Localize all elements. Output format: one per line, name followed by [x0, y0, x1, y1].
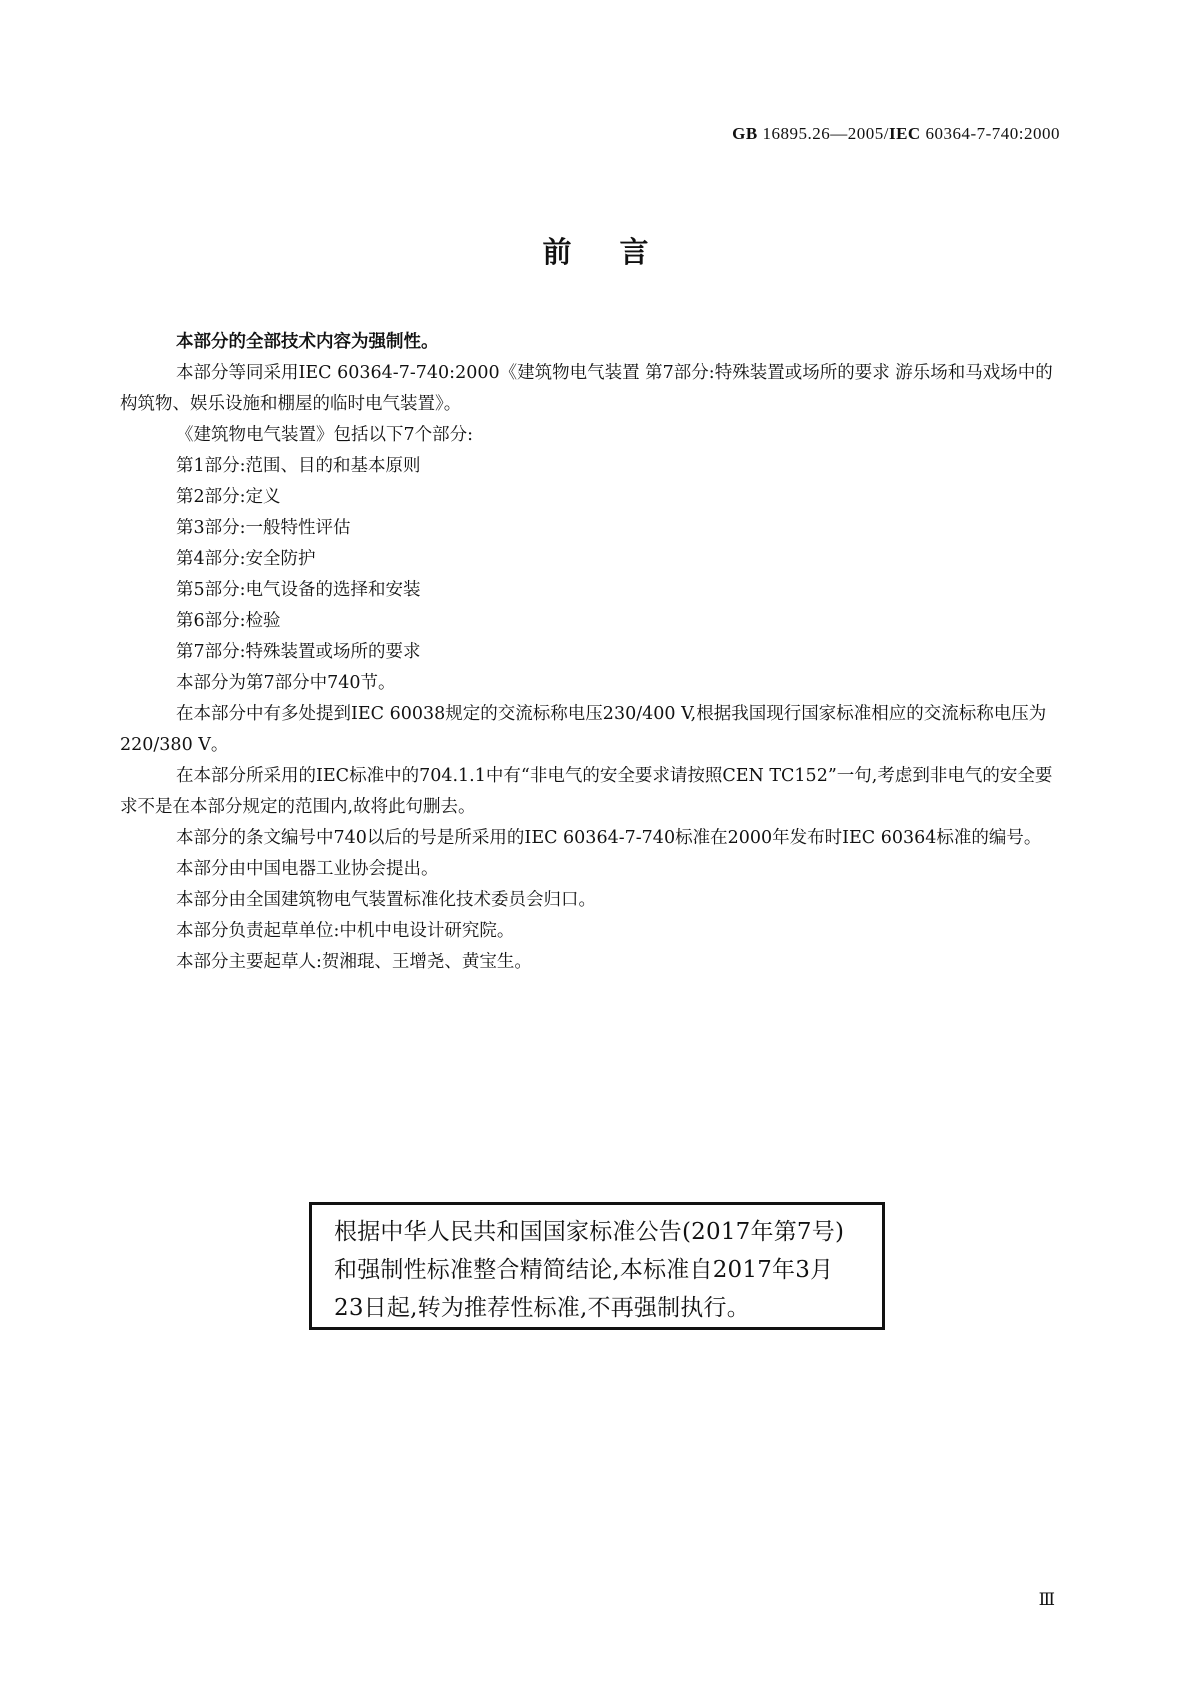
paragraph-drafting-unit: 本部分负责起草单位:中机中电设计研究院。: [176, 921, 515, 941]
list-item-part-4: 第4部分:安全防护: [176, 549, 316, 569]
list-item-part-2: 第2部分:定义: [176, 487, 281, 507]
list-item-part-6: 第6部分:检验: [176, 611, 281, 631]
paragraph-parts-intro: 《建筑物电气装置》包括以下7个部分:: [176, 425, 474, 445]
header-iec: IEC: [888, 124, 921, 143]
document-header: [732, 124, 1060, 144]
list-item-part-5: 第5部分:电气设备的选择和安装: [176, 580, 421, 600]
header-iec-number: 60364-7-740:2000: [925, 124, 1060, 143]
paragraph-deletion: 在本部分所采用的IEC标准中的704.1.1中有“非电气的安全要求请按照CEN TC152”一句,考虑到非电气的安全要求不是在本部分规定的范围内,故将此句删去。: [120, 766, 1053, 817]
foreword-body: [120, 327, 1060, 978]
paragraph-adoption: 本部分等同采用IEC 60364-7-740:2000《建筑物电气装置 第7部分:特殊装置或场所的要求 游乐场和马戏场中的构筑物、娱乐设施和棚屋的临时电气装置》。: [120, 363, 1053, 414]
list-item-part-7: 第7部分:特殊装置或场所的要求: [176, 642, 421, 662]
paragraph-drafters: 本部分主要起草人:贺湘琨、王增尧、黄宝生。: [176, 952, 532, 972]
paragraph-numbering: 本部分的条文编号中740以后的号是所采用的IEC 60364-7-740标准在2000年发布时IEC 60364标准的编号。: [176, 828, 1042, 848]
notice-box: 根据中华人民共和国国家标准公告(2017年第7号)和强制性标准整合精简结论,本标准自2017年3月23日起,转为推荐性标准,不再强制执行。: [309, 1202, 885, 1330]
paragraph-voltage: 在本部分中有多处提到IEC 60038规定的交流标称电压230/400 V,根据我国现行国家标准相应的交流标称电压为220/380 V。: [120, 704, 1047, 755]
paragraph-section: 本部分为第7部分中740节。: [176, 673, 396, 693]
header-prefix: GB: [732, 124, 758, 143]
paragraph-proposer: 本部分由中国电器工业协会提出。: [176, 859, 439, 879]
page-title: 前言: [542, 235, 697, 269]
paragraph-mandatory: 本部分的全部技术内容为强制性。: [176, 332, 439, 352]
list-item-part-3: 第3部分:一般特性评估: [176, 518, 351, 538]
page-number: Ⅲ: [1038, 1590, 1055, 1609]
list-item-part-1: 第1部分:范围、目的和基本原则: [176, 456, 421, 476]
paragraph-committee: 本部分由全国建筑物电气装置标准化技术委员会归口。: [176, 890, 596, 910]
header-number: 16895.26—2005/: [762, 124, 889, 143]
